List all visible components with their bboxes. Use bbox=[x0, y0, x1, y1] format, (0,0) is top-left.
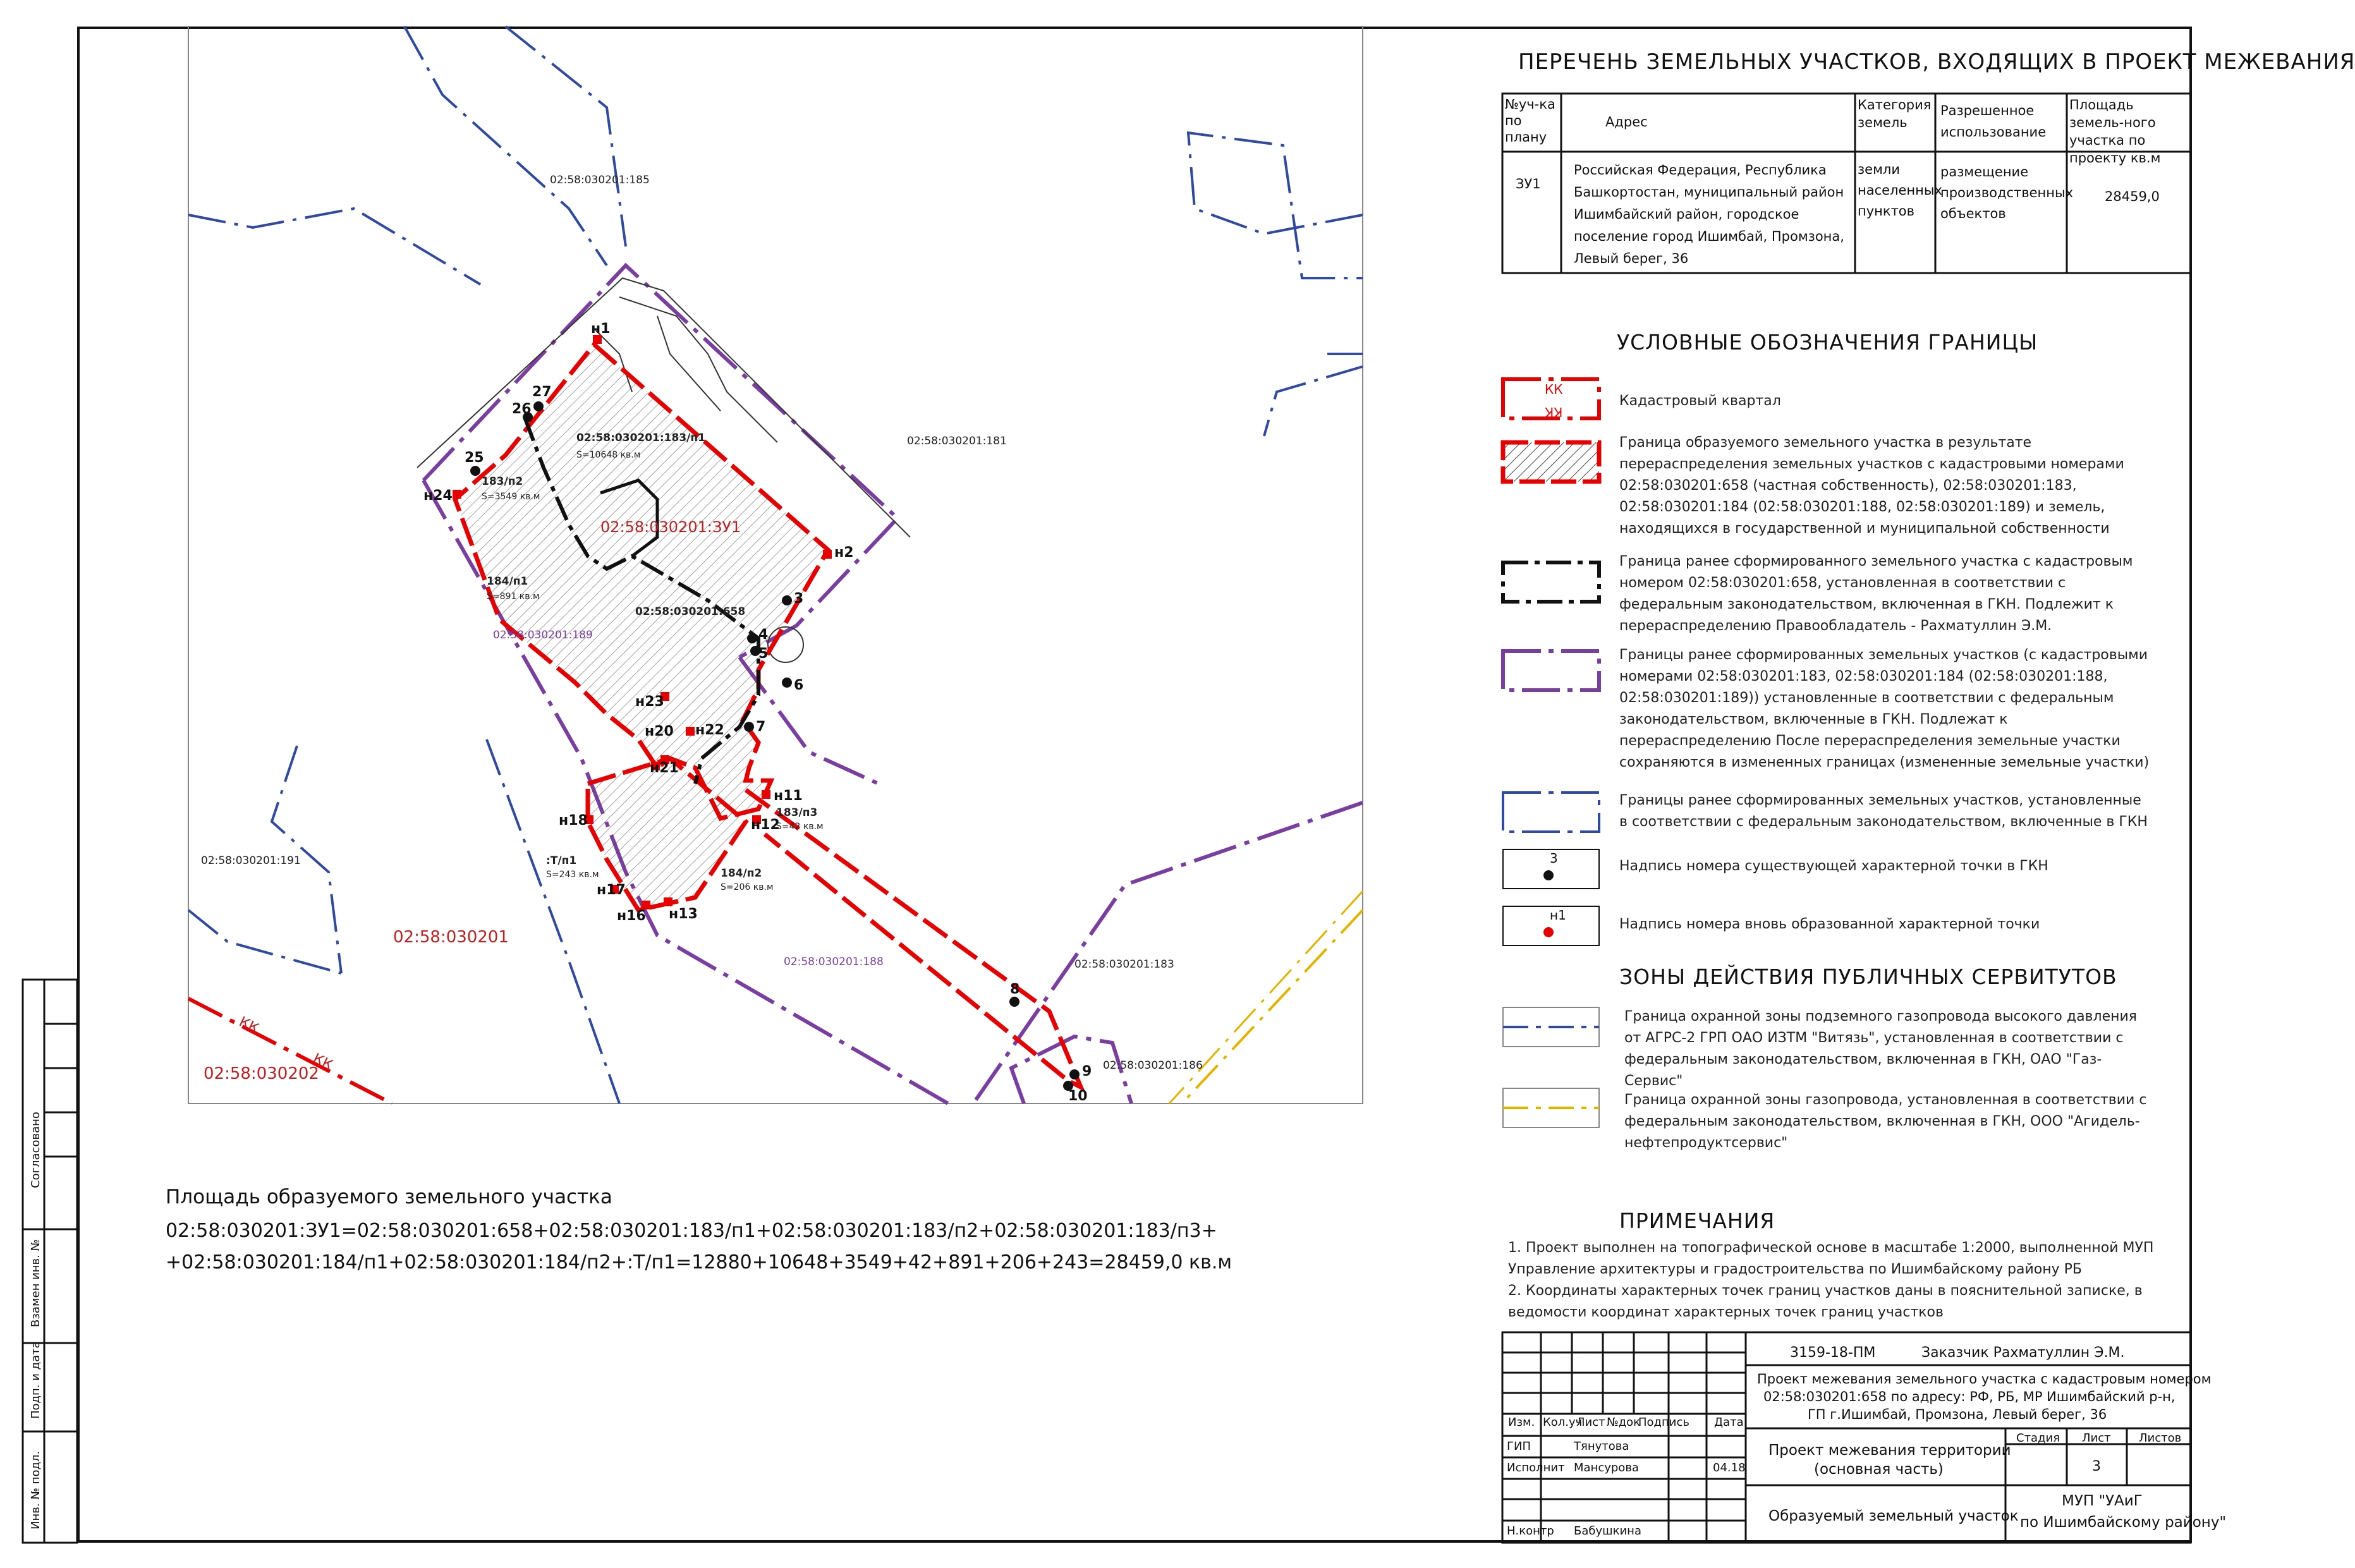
note-line-3: 2. Координаты характерных точек границ участков даны в пояснительной записке, в bbox=[1508, 1283, 2143, 1299]
stamp-customer: Заказчик Рахматуллин Э.М. bbox=[1921, 1345, 2125, 1361]
side-agreed: Согласовано bbox=[29, 1112, 42, 1188]
label-q201: 02:58:030201 bbox=[393, 928, 509, 947]
side-inv-orig: Инв. № подл. bbox=[29, 1450, 42, 1529]
legend-item-other-parcels: Границы ранее сформированных земельных участков, установленные в соответствии с федеральным законодательством, включенные в ГКН bbox=[1619, 793, 2148, 830]
stamp-project-line1: Проект межевания земельного участка с кадастровым номером bbox=[1757, 1371, 2212, 1387]
point-n16: н16 bbox=[617, 908, 646, 924]
label-q186: 02:58:030201:186 bbox=[1103, 1059, 1203, 1072]
area-formula-line1: 02:58:030201:ЗУ1=02:58:030201:658+02:58:030201:183/п1+02:58:030201:183/п2+02:58:030201:183/п3+ bbox=[166, 1220, 1217, 1242]
point-26: 26 bbox=[512, 401, 532, 417]
stamp-col-sign: Подпись bbox=[1638, 1416, 1689, 1429]
stamp-name-ispol: Мансурова bbox=[1574, 1461, 1639, 1474]
stamp-role-gip: ГИП bbox=[1507, 1440, 1531, 1453]
legend-existing-point-code: 3 bbox=[1550, 851, 1558, 866]
stamp-project-line3: ГП г.Ишимбай, Промзона, Левый берег, 36 bbox=[1808, 1407, 2107, 1422]
stamp-col-izm: Изм. bbox=[1508, 1416, 1535, 1429]
point-n21: н21 bbox=[650, 760, 679, 776]
label-tn1-area: S=243 кв.м bbox=[546, 870, 599, 880]
label-p184n1: 184/п1 bbox=[487, 575, 528, 588]
label-p658: 02:58:030201:658 bbox=[635, 605, 746, 618]
stamp-col-ndoc: №док bbox=[1607, 1416, 1641, 1429]
stamp-sheet-title-2: (основная часть) bbox=[1814, 1461, 1944, 1478]
point-6: 6 bbox=[794, 678, 804, 693]
servitude-item-gas-hp: Граница охранной зоны подземного газопровода высокого давления от АГРС-2 ГРП ОАО ИЗТМ "Витязь", установленная в соответствии с федеральным законодательством, включенная в ГКН, ОАО "Газ-Сервис" bbox=[1624, 1009, 2138, 1089]
point-25: 25 bbox=[465, 450, 484, 466]
table-head-area: Площадь земель-ного участка по проекту кв.м bbox=[2069, 97, 2161, 166]
list-title: ПЕРЕЧЕНЬ ЗЕМЕЛЬНЫХ УЧАСТКОВ, ВХОДЯЩИХ В ПРОЕКТ МЕЖЕВАНИЯ bbox=[1518, 49, 2355, 75]
stamp-name-nkontr: Бабушкина bbox=[1574, 1524, 1641, 1538]
point-n1: н1 bbox=[591, 321, 611, 337]
stamp-doc: 3159-18-ПМ bbox=[1790, 1345, 1876, 1361]
point-27: 27 bbox=[532, 384, 552, 400]
area-title: Площадь образуемого земельного участка bbox=[166, 1186, 612, 1208]
stamp-date: 04.18 bbox=[1713, 1461, 1746, 1474]
point-n11: н11 bbox=[774, 788, 803, 804]
table-head-address: Адрес bbox=[1605, 114, 1648, 130]
point-n17: н17 bbox=[597, 882, 626, 898]
label-q181: 02:58:030201:181 bbox=[907, 435, 1007, 447]
note-line-4: ведомости координат характерных точек границ участков bbox=[1508, 1304, 1944, 1320]
table-head-num: №уч-ка по плану bbox=[1505, 97, 1555, 145]
point-n13: н13 bbox=[669, 906, 698, 922]
legend-item-new-parcel: Граница образуемого земельного участка в результате перераспределения земельных участков с кадастровыми номерами 02:58:030201:658 (частная собственность), 02:58:030201:183, 02:58:030201:184 (02:58:030201:188, 02:58:030201:189) и земель, находящихся в государственной и муниципальной собственности bbox=[1619, 435, 2124, 537]
label-q183: 02:58:030201:183 bbox=[1074, 958, 1174, 971]
label-q188: 02:58:030201:188 bbox=[784, 956, 884, 968]
label-p183n2: 183/п2 bbox=[482, 475, 523, 488]
point-3: 3 bbox=[794, 591, 804, 607]
stamp-role-ispol: Исполнит bbox=[1507, 1461, 1565, 1474]
legend-item-new-point: Надпись номера вновь образованной характерной точки bbox=[1619, 916, 2040, 932]
gas-zone-yellow bbox=[1182, 910, 1363, 1103]
table-head-category: Категория земель bbox=[1858, 97, 1932, 130]
table-cell-num: ЗУ1 bbox=[1516, 176, 1541, 191]
stamp-name-gip: Тянутова bbox=[1574, 1440, 1629, 1453]
legend-item-changed-parcels: Границы ранее сформированных земельных участков (с кадастровыми номерами 02:58:030201:183, 02:58:030201:184 (02:58:030201:188, 02:58:030201:189)) установленные в соответствии с федеральным законодательством, включенные в ГКН. Подлежат к перераспределению После перераспределения земельные участки сохраняются в измененных границах (измененные земельные участки) bbox=[1619, 647, 2150, 770]
kk-line bbox=[188, 999, 392, 1103]
legend-title: УСЛОВНЫЕ ОБОЗНАЧЕНИЯ ГРАНИЦЫ bbox=[1617, 330, 2038, 355]
note-line-2: Управление архитектуры и градостроительства по Ишимбайскому району РБ bbox=[1508, 1261, 2082, 1277]
label-p183n1: 02:58:030201:183/п1 bbox=[576, 432, 705, 444]
stamp-sheets: Листов bbox=[2139, 1431, 2182, 1445]
label-p183n2-area: S=3549 кв.м bbox=[482, 492, 540, 502]
legend-item-658: Граница ранее сформированного земельного участка с кадастровым номером 02:58:030201:658, установленная в соответствии с федеральным законодательством, включенная в ГКН. Подлежит к перераспределению Правообладатель - Рахматуллин Э.М. bbox=[1619, 554, 2133, 634]
stamp-sheet-no: 3 bbox=[2092, 1459, 2101, 1474]
table-cell-usage: размещение производственных объектов bbox=[1940, 164, 2074, 221]
point-n18: н18 bbox=[559, 813, 588, 829]
point-n23: н23 bbox=[635, 694, 664, 710]
stamp-sheet-title-1: Проект межевания территории bbox=[1768, 1442, 2011, 1459]
stamp-sheet: Лист bbox=[2082, 1431, 2111, 1445]
label-p184n1-area: S=891 кв.м bbox=[487, 592, 540, 602]
point-7: 7 bbox=[756, 719, 766, 735]
point-n2: н2 bbox=[834, 545, 854, 561]
label-kk-2: КК bbox=[310, 1050, 336, 1074]
side-inv-replace: Взамен инв. № bbox=[29, 1239, 42, 1327]
side-sign-date: Подп. и дата bbox=[29, 1341, 42, 1419]
zu1-corridor bbox=[746, 790, 1081, 1087]
point-n24: н24 bbox=[423, 488, 453, 504]
label-tn1: :Т/п1 bbox=[546, 854, 577, 867]
legend-item-kk: Кадастровый квартал bbox=[1619, 393, 1781, 409]
point-n20: н20 bbox=[645, 724, 674, 739]
legend-symbols bbox=[1503, 379, 1599, 1127]
notes-title: ПРИМЕЧАНИЯ bbox=[1619, 1208, 1775, 1233]
stamp-org-1: МУП "УАиГ bbox=[2062, 1493, 2143, 1509]
label-p183n3: 183/п3 bbox=[776, 806, 818, 819]
point-5: 5 bbox=[758, 646, 769, 662]
table-cell-address: Российская Федерация, Республика Башкортостан, муниципальный район Ишимбайский район, городское поселение город Ишимбай, Промзона, Левый берег, 36 bbox=[1574, 162, 1844, 266]
legend-kk-code-mirror: КК bbox=[1545, 404, 1563, 420]
table-cell-area: 28459,0 bbox=[2105, 189, 2160, 204]
point-10: 10 bbox=[1068, 1088, 1088, 1104]
label-p184n2-area: S=206 кв.м bbox=[721, 882, 774, 892]
point-n22: н22 bbox=[695, 722, 724, 738]
point-n12: н12 bbox=[751, 817, 780, 833]
label-q185: 02:58:030201:185 bbox=[550, 174, 650, 186]
stamp-col-list: Лист bbox=[1576, 1416, 1605, 1429]
label-q202: 02:58:030202 bbox=[204, 1064, 319, 1083]
stamp-drawing: Образуемый земельный участок bbox=[1768, 1508, 2019, 1524]
label-q191: 02:58:030201:191 bbox=[201, 854, 301, 867]
stamp-project-line2: 02:58:030201:658 по адресу: РФ, РБ, МР Ишимбайский р-н, bbox=[1763, 1389, 2175, 1404]
label-p183n1-area: S=10648 кв.м bbox=[576, 450, 641, 460]
table-head-usage: Разрешенное использование bbox=[1940, 103, 2047, 140]
point-9: 9 bbox=[1082, 1064, 1092, 1079]
servitude-title: ЗОНЫ ДЕЙСТВИЯ ПУБЛИЧНЫХ СЕРВИТУТОВ bbox=[1619, 964, 2117, 989]
label-p183n3-area: S=42 кв.м bbox=[776, 822, 824, 832]
stamp-col-date: Дата bbox=[1714, 1416, 1744, 1429]
legend-kk-code: КК bbox=[1545, 382, 1563, 397]
point-4: 4 bbox=[758, 627, 769, 643]
label-zu1: 02:58:030201:ЗУ1 bbox=[600, 518, 741, 536]
servitude-item-gas: Граница охранной зоны газопровода, установленная в соответствии с федеральным законодательством, включенная в ГКН, ООО "Агидель-нефтепродуктсервис" bbox=[1624, 1092, 2147, 1151]
note-line-1: 1. Проект выполнен на топографической основе в масштабе 1:2000, выполненной МУП bbox=[1508, 1240, 2154, 1256]
stamp-role-nkontr: Н.контр bbox=[1507, 1524, 1554, 1538]
stamp-stage: Стадия bbox=[2016, 1431, 2060, 1445]
point-8: 8 bbox=[1010, 982, 1020, 997]
label-p184n2: 184/п2 bbox=[721, 867, 762, 880]
table-cell-category: земли населенных пунктов bbox=[1858, 162, 1942, 219]
stamp-col-kol: Кол.уч bbox=[1543, 1416, 1583, 1429]
area-formula-line2: +02:58:030201:184/п1+02:58:030201:184/п2+:Т/п1=12880+10648+3549+42+891+206+243=28459,0 кв.м bbox=[166, 1251, 1232, 1273]
label-kk-1: КК bbox=[236, 1014, 262, 1037]
legend-item-existing-point: Надпись номера существующей характерной точки в ГКН bbox=[1619, 858, 2048, 874]
label-q189: 02:58:030201:189 bbox=[493, 629, 593, 641]
stamp-org-2: по Ишимбайскому району" bbox=[2020, 1514, 2227, 1531]
legend-new-point-code: н1 bbox=[1550, 908, 1566, 923]
